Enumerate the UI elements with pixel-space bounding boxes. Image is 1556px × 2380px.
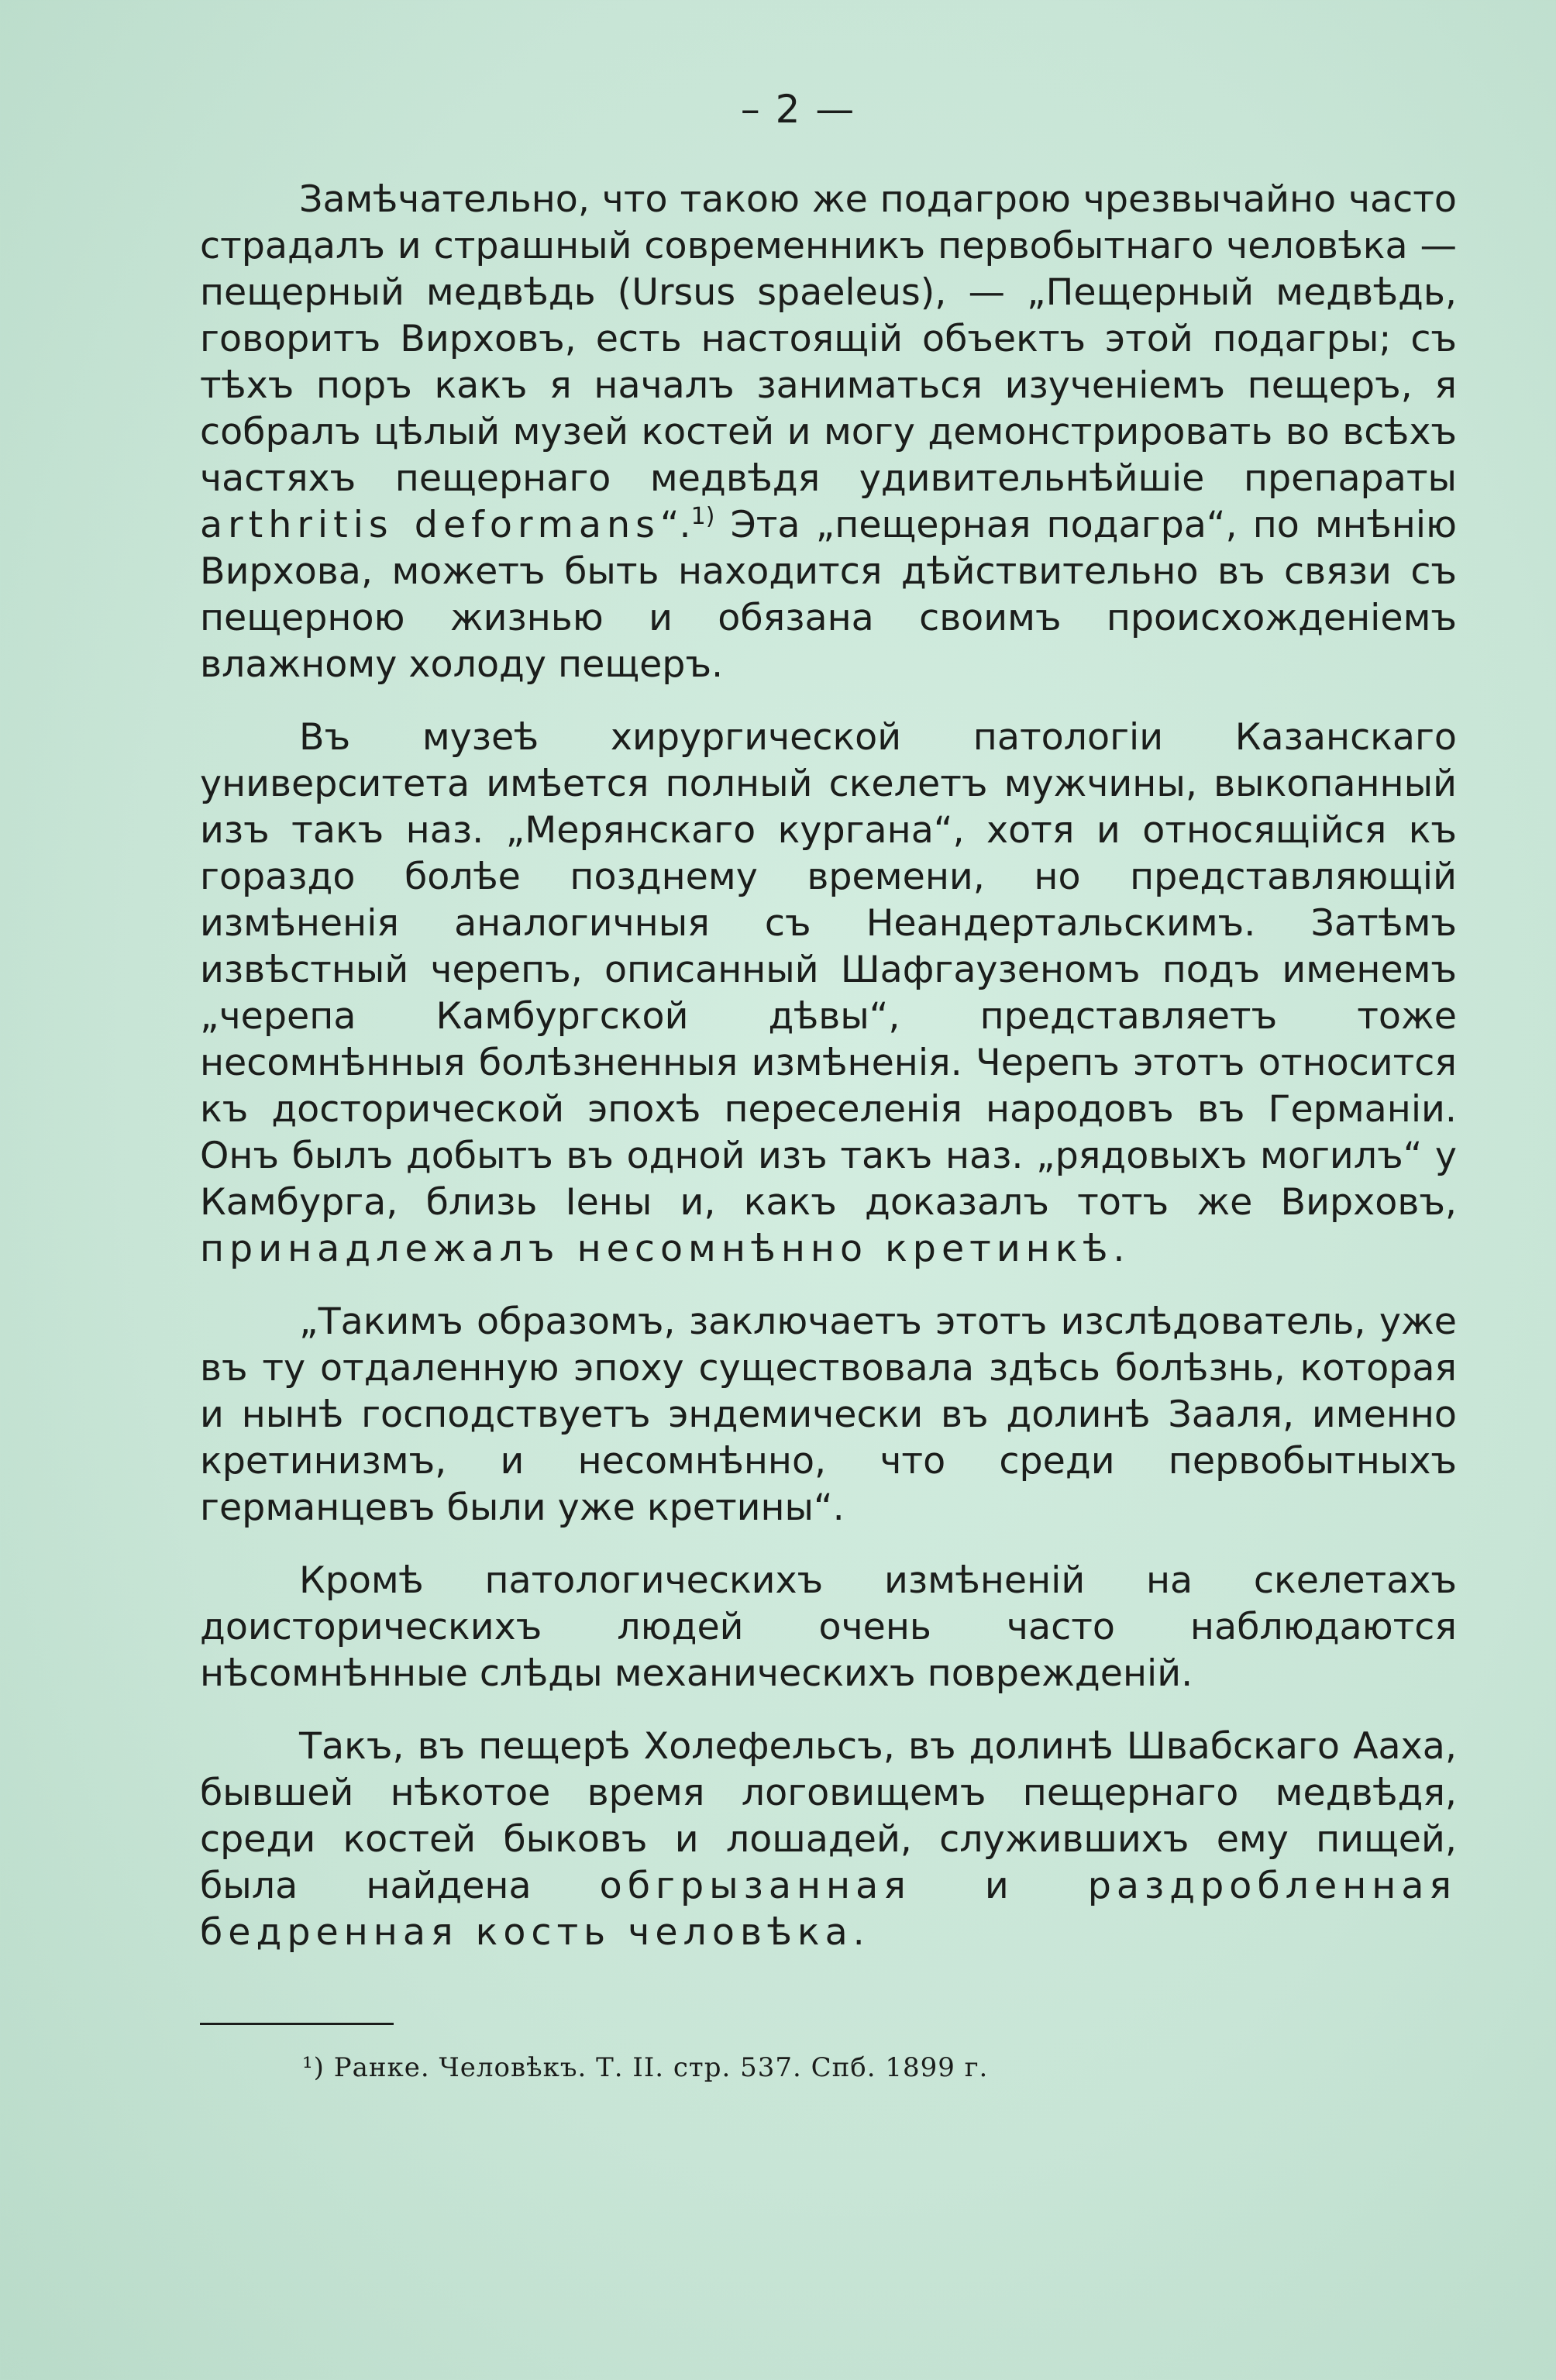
paragraph-5-text: Такъ, въ пещерѣ Холефельсъ, въ долинѣ Швабскаго Ааха, бывшей нѣкотое время логовищемъ пещернаго медвѣдя, среди костей быковъ и лошадей, служившихъ ему пищей, была найдена: [200, 1725, 1457, 1907]
paragraph-4-text: Кромѣ патологическихъ измѣненій на скелетахъ доисторическихъ людей очень часто наблюдаются нѣсомнѣнные слѣды механическихъ поврежденій.: [200, 1559, 1457, 1695]
footnote-divider: [200, 2023, 394, 2025]
paragraph-1-text-c: Эта „пещерная подагра“, по мнѣнію Вирхова, можетъ быть находится дѣйствительно въ связи съ пещерною жизнью и обязана своимъ происхожденіемъ влажному холоду пещеръ.: [200, 504, 1458, 686]
page-number: – 2 —: [740, 87, 856, 132]
paragraph-3: [200, 1299, 1457, 1531]
paragraph-5-spaced-text: обгрызанная и раздробленная бедренная кость человѣка.: [200, 1865, 1457, 1954]
paragraph-2-spaced-text: принадлежалъ несомнѣнно кретинкѣ.: [200, 1228, 1131, 1270]
paragraph-3-text: „Такимъ образомъ, заключаетъ этотъ изслѣдователь, уже въ ту отдаленную эпоху существовала здѣсь болѣзнь, которая и нынѣ господствуетъ эндемически въ долинѣ Зааля, именно кретинизмъ, и несомнѣнно, что среди первобытныхъ германцевъ были уже кретины“.: [200, 1300, 1457, 1529]
paragraph-2: [200, 715, 1457, 1273]
paragraph-1: [200, 177, 1457, 688]
body-text: [200, 177, 1457, 1982]
paragraph-1-text-a: Замѣчательно, что такою же подагрою чрезвычайно часто страдалъ и страшный современникъ первобытнаго человѣка — пещерный медвѣдь (Ursus spaeleus), — „Пещерный медвѣдь, говоритъ Вирховъ, есть настоящій объектъ этой подагры; съ тѣхъ поръ какъ я началъ заниматься изученіемъ пещеръ, я собралъ цѣлый музей костей и могу демонстрировать во всѣхъ частяхъ пещернаго медвѣдя удивительнѣйшіе препараты: [200, 178, 1457, 500]
paragraph-1-spaced-term: arthritis deformans: [200, 504, 660, 546]
paragraph-5: [200, 1724, 1457, 1956]
paragraph-2-text: Въ музеѣ хирургической патологіи Казанскаго университета имѣется полный скелетъ мужчины, выкопанный изъ такъ наз. „Мерянскаго кургана“, хотя и относящійся къ гораздо болѣе позднему времени, но представляющій измѣненія аналогичныя съ Неандертальскимъ. Затѣмъ извѣстный черепъ, описанный Шафгаузеномъ подъ именемъ „черепа Камбургской дѣвы“, представляетъ тоже несомнѣнныя болѣзненныя измѣненія. Черепъ этотъ относится къ досторической эпохѣ переселенія народовъ въ Германіи. Онъ былъ добытъ въ одной изъ такъ наз. „рядовыхъ могилъ“ у Камбурга, близь Іены и, какъ доказалъ тотъ же Вирховъ,: [200, 716, 1457, 1224]
footnote: ¹) Ранке. Человѣкъ. Т. II. стр. 537. Спб. 1899 г.: [302, 2052, 989, 2083]
paragraph-4: [200, 1558, 1457, 1697]
footnote-marker: 1): [690, 503, 715, 531]
paragraph-1-quote-close: “.: [659, 504, 691, 546]
